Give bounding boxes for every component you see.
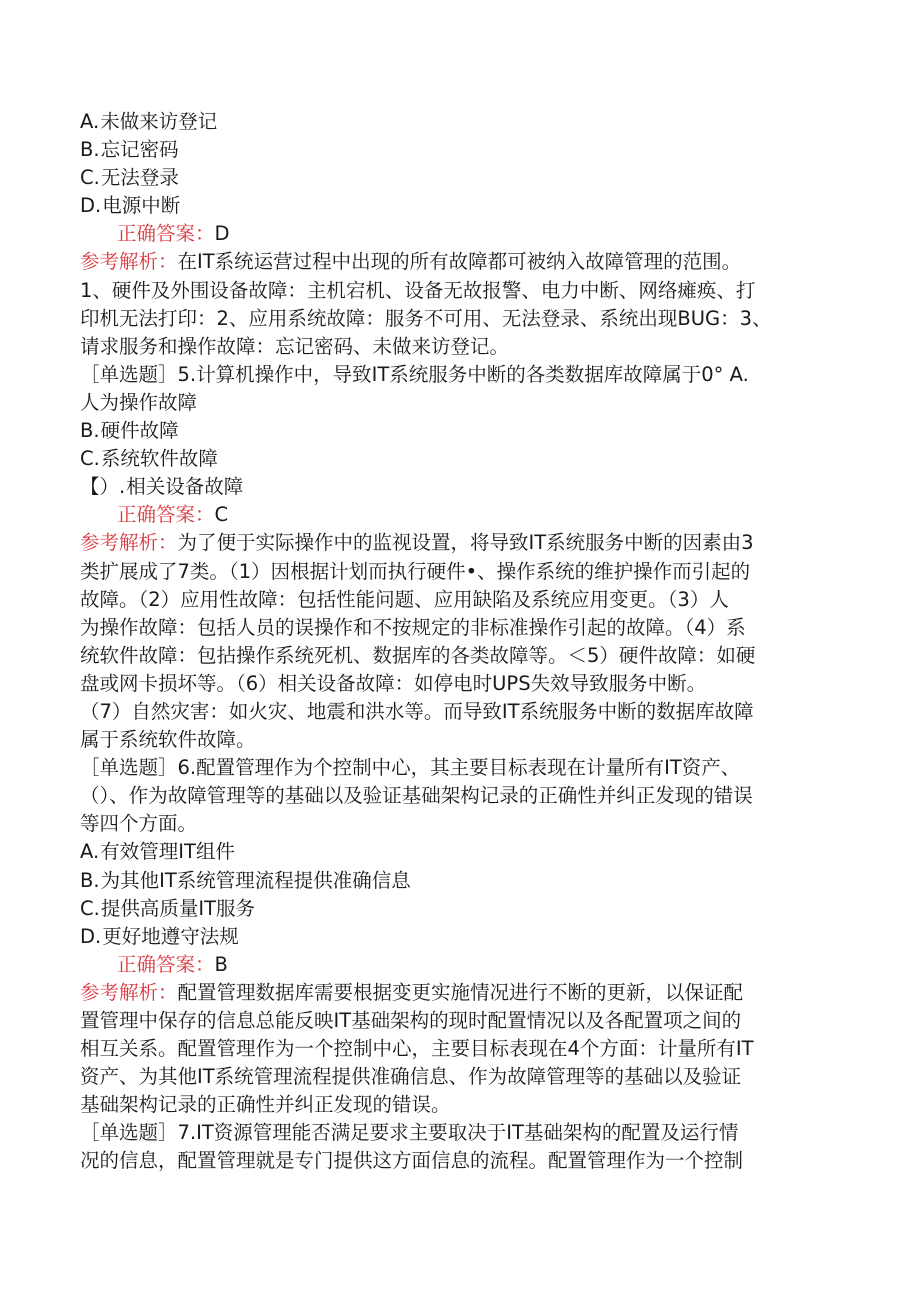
- option-d: D.更好地遵守法规: [80, 924, 239, 948]
- question-stem: （）、作为故障管理等的基础以及验证基础架构记录的正确性并纠正发现的错误: [80, 784, 753, 808]
- analysis-line: 相互关系。配置管理作为一个控制中心，主要目标表现在4个方面：计量所有IT: [80, 1037, 754, 1061]
- question-stem: 等四个方面。: [80, 812, 198, 836]
- analysis-line: 1、硬件及外围设备故障：主机宕机、设备无故报警、电力中断、网络瘫痪、打: [80, 278, 756, 302]
- question-stem: ［单选题］6.配置管理作为个控制中心，其主要目标表现在计量所有IT资产、: [80, 756, 741, 780]
- analysis-line: 属于系统软件故障。: [80, 728, 256, 752]
- analysis-line: 参考解析：配置管理数据库需要根据变更实施情况进行不断的更新，以保证配: [80, 980, 744, 1004]
- question-7: [80, 1119, 840, 1175]
- analysis-line: 请求服务和操作故障：忘记密码、未做来访登记。: [80, 334, 510, 358]
- question-stem: 况的信息，配置管理就是专门提供这方面信息的流程。配置管理作为一个控制: [80, 1149, 744, 1173]
- option-a: A.有效管理IT组件: [80, 840, 235, 864]
- analysis-line: 统软件故障：包拈操作系统死机、数据库的各类故障等。＜5）硬件故障：如硬: [80, 643, 756, 667]
- analysis-line: 为操作故障：包括人员的误操作和不按规定的非标准操作引起的故障。（4）系: [80, 615, 746, 639]
- question-4: [80, 108, 840, 361]
- correct-answer: 正确答案：B: [117, 952, 228, 976]
- analysis-line: 基础架构记录的正确性并纠正发现的错误。: [80, 1093, 451, 1117]
- option-c: C.无法登录: [80, 166, 179, 190]
- question-5: [80, 361, 840, 754]
- question-6: [80, 754, 840, 1119]
- question-stem: 人为操作故障: [80, 390, 198, 414]
- analysis-line: 参考解析：在IT系统运营过程中出现的所有故障都可被纳入故障管理的范围。: [80, 250, 742, 274]
- question-stem: ［单选题］7.IT资源管理能否满足要求主要取决于IT基础架构的配置及运行情: [80, 1121, 739, 1145]
- analysis-line: 印机无法打印：2、应用系统故障：服务不可用、无法登录、系统出现BUG：3、: [80, 306, 772, 330]
- option-d: D.电源中断: [80, 194, 181, 218]
- option-c: C.系统软件故障: [80, 447, 218, 471]
- question-stem: ［单选题］5.计算机操作中，导致IT系统服务中断的各类数据库故障属于0° A.: [80, 362, 749, 386]
- option-b: B.为其他IT系统管理流程提供准确信息: [80, 868, 411, 892]
- option-a: A.未做来访登记: [80, 110, 218, 133]
- analysis-line: 置管理中保存的信息总能反映IT基础架构的现时配置情况以及各配置项之间的: [80, 1009, 742, 1032]
- correct-answer: 正确答案：D: [117, 222, 230, 246]
- correct-answer: 正确答案：C: [117, 503, 229, 527]
- analysis-line: 盘或网卡损坏等。（6）相关设备故障：如停电时UPS失效导致服务中断。: [80, 671, 707, 695]
- analysis-line: 参考解析：为了便于实际操作中的监视设置，将导致IT系统服务中断的因素由3: [80, 531, 754, 555]
- analysis-line: 故障。（2）应用性故障：包括性能问题、应用缺陷及系统应用变更。（3）人: [80, 587, 729, 611]
- option-c: C.提供高质量IT服务: [80, 896, 255, 920]
- option-d: 【）.相关设备故障: [80, 475, 244, 499]
- option-b: B.忘记密码: [80, 138, 179, 162]
- analysis-line: 类扩展成了7类。（1）因根据计划而执行硬件•、操作系统的维护操作而引起的: [80, 559, 751, 583]
- analysis-line: 资产、为其他IT系统管理流程提供准确信息、作为故障管理等的基础以及验证: [80, 1065, 742, 1089]
- analysis-line: （7）自然灾害：如火灾、地震和洪水等。而导致IT系统服务中断的数据库故障: [80, 699, 754, 723]
- option-b: B.硬件故障: [80, 419, 179, 443]
